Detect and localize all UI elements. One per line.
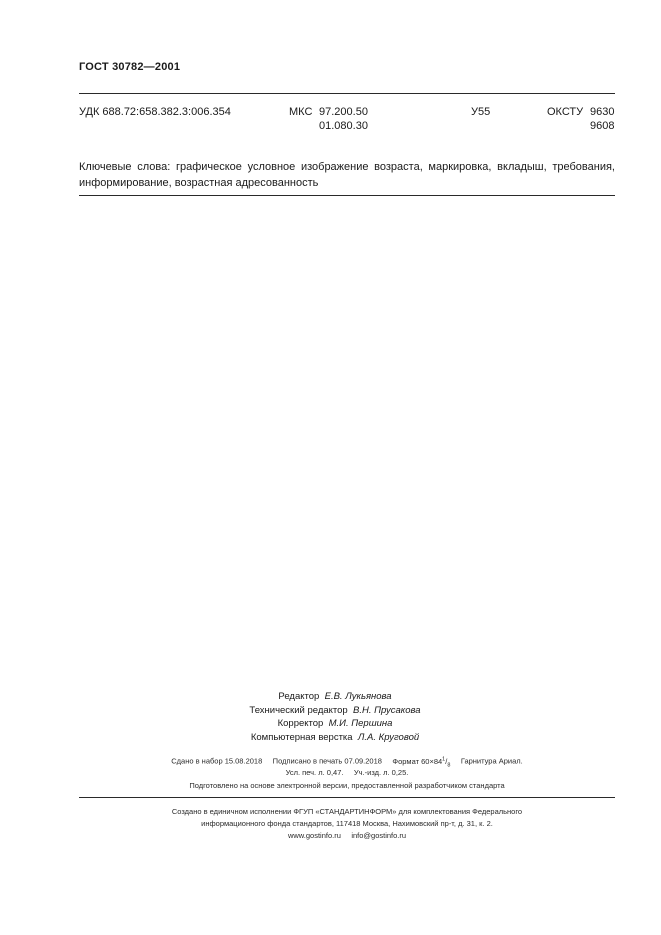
okstu-value-1: 9630 bbox=[590, 106, 615, 118]
credit-role: Редактор bbox=[278, 691, 320, 702]
keywords-paragraph: Ключевые слова: графическое условное изображение возраста, маркировка, вкладыш, требования, информирование, возрастная адресованность bbox=[79, 161, 615, 189]
credit-name: М.И. Першина bbox=[328, 718, 393, 729]
credit-layout bbox=[200, 731, 470, 745]
imprint-pech: Усл. печ. л. 0,47. bbox=[285, 768, 344, 777]
udk-code: УДК 688.72:658.382.3:006.354 bbox=[79, 106, 231, 118]
mks-label: МКС bbox=[289, 106, 313, 118]
credits-block bbox=[200, 690, 470, 744]
okstu-label: ОКСТУ bbox=[547, 106, 584, 118]
credit-name: Л.А. Круговой bbox=[357, 731, 420, 743]
imprint-signed: Подписано в печать 07.09.2018 bbox=[272, 756, 382, 766]
imprint-format-prefix: Формат 60×84 bbox=[392, 756, 443, 766]
document-code: ГОСТ 30782—2001 bbox=[79, 61, 181, 73]
imprint-format: Формат $60\times 84^1/_8$ bbox=[392, 756, 451, 768]
imprint-line-3: Подготовлено на основе электронной версии, предоставленной разработчиком стандарта bbox=[189, 781, 505, 790]
imprint-izd: Уч.-изд. л. 0,25. bbox=[353, 768, 409, 777]
credit-name: В.Н. Прусакова bbox=[353, 704, 421, 716]
header-divider bbox=[79, 93, 615, 94]
imprint-font: Гарнитура Ариал. bbox=[460, 756, 523, 766]
credit-proofreader bbox=[200, 717, 470, 731]
publisher-line-1: Создано в единичном исполнении ФГУП «СТАНДАРТИНФОРМ» для комплектования Федерального bbox=[171, 807, 523, 816]
u-code: У55 bbox=[471, 106, 491, 118]
credit-role: Технический редактор bbox=[249, 704, 348, 716]
okstu-value-2: 9608 bbox=[590, 120, 615, 132]
credit-role: Компьютерная верстка bbox=[250, 731, 353, 743]
credit-editor bbox=[200, 690, 470, 704]
imprint-sent: Сдано в набор 15.08.2018 bbox=[171, 756, 263, 766]
mks-value-1: 97.200.50 bbox=[319, 106, 368, 118]
imprint-divider bbox=[79, 797, 615, 798]
imprint-line-2 bbox=[79, 766, 615, 779]
publisher-contacts bbox=[79, 829, 615, 842]
credit-name: Е.В. Лукьянова bbox=[324, 691, 392, 702]
credit-tech-editor bbox=[200, 704, 470, 718]
publisher-email-link[interactable]: info@gostinfo.ru bbox=[351, 831, 407, 840]
publisher-website-link[interactable]: www.gostinfo.ru bbox=[287, 831, 341, 840]
credit-role: Корректор bbox=[277, 718, 324, 729]
keywords-divider bbox=[79, 195, 615, 196]
publisher-line-2: информационного фонда стандартов, 117418 Москва, Нахимовский пр-т, д. 31, к. 2. bbox=[201, 819, 493, 828]
imprint-format-num: 1 bbox=[442, 756, 446, 762]
imprint-format-den: 8 bbox=[447, 762, 451, 768]
mks-value-2: 01.080.30 bbox=[319, 120, 368, 132]
